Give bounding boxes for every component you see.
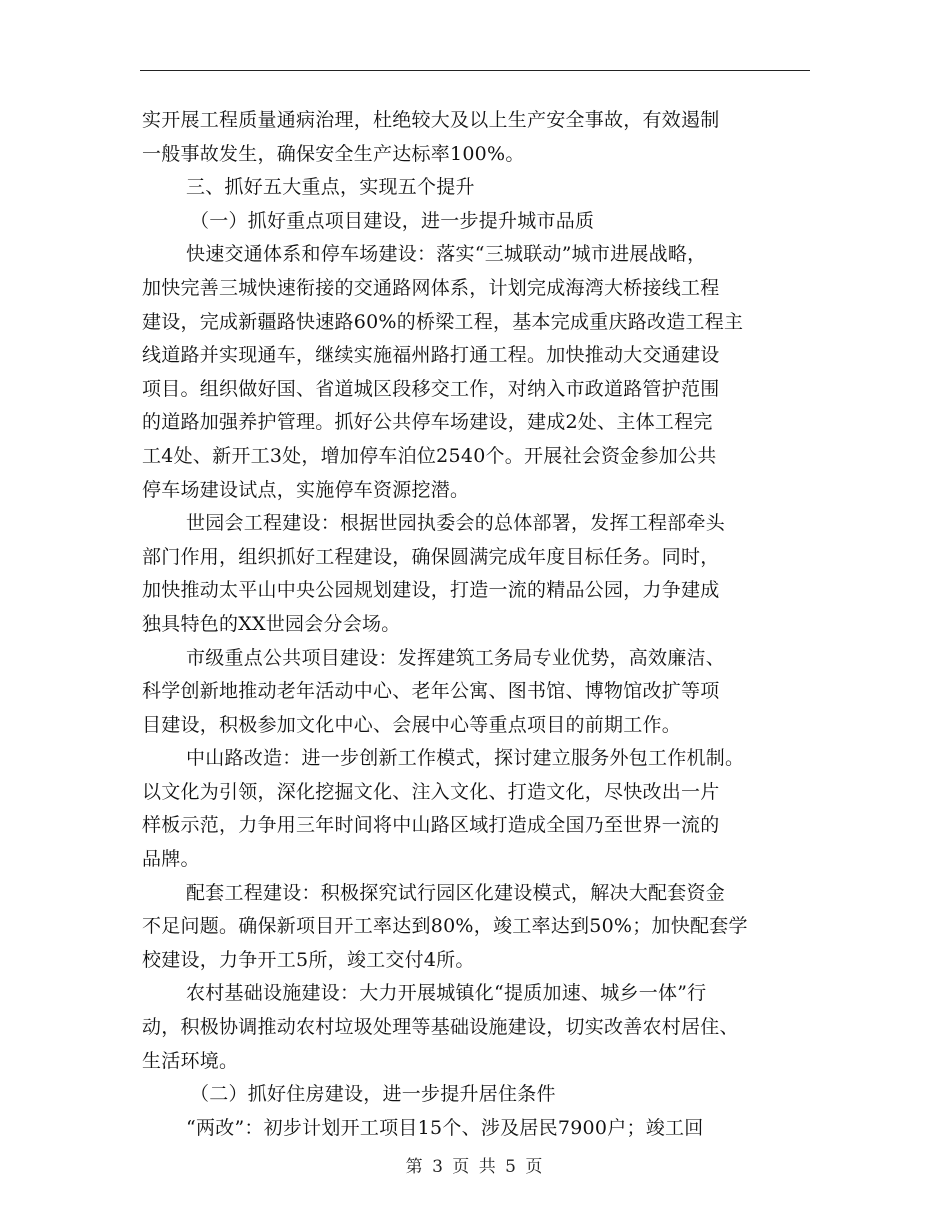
paragraph-line: 中山路改造：进一步创新工作模式，探讨建立服务外包工作机制。 [186,747,745,770]
paragraph-line: 工4处、新开工3处，增加停车泊位2540个。开展社会资金参加公共 [142,444,717,467]
paragraph-line: 项目。组织做好国、省道城区段移交工作，对纳入市政道路管护范围 [142,377,720,400]
paragraph-line: 加快完善三城快速衔接的交通路网体系，计划完成海湾大桥接线工程 [142,276,720,299]
paragraph-line: 校建设，力争开工5所，竣工交付4所。 [142,948,475,971]
header-rule [140,70,810,71]
paragraph-line: 建设，完成新疆路快速路60%的桥梁工程，基本完成重庆路改造工程主 [142,310,744,333]
paragraph-line: 科学创新地推动老年活动中心、老年公寓、图书馆、博物馆改扩等项 [142,680,720,703]
paragraph-line: 加快推动太平山中央公园规划建设，打造一流的精品公园，力争建成 [142,579,720,602]
paragraph-line: 独具特色的XX世园会分会场。 [142,612,401,635]
paragraph-line: 动，积极协调推动农村垃圾处理等基础设施建设，切实改善农村居住、 [142,1016,739,1039]
paragraph-line: 的道路加强养护管理。抓好公共停车场建设，建成2处、主体工程完 [142,411,713,434]
paragraph-line: 不足问题。确保新项目开工率达到80%，竣工率达到50%；加快配套学 [142,915,748,938]
subsection-heading: （二）抓好住房建设，进一步提升居住条件 [190,1083,556,1106]
paragraph-line: 线道路并实现通车，继续实施福州路打通工程。加快推动大交通建设 [142,344,720,367]
paragraph-line: 目建设，积极参加文化中心、会展中心等重点项目的前期工作。 [142,713,682,736]
paragraph-line: 部门作用，组织抓好工程建设，确保圆满完成年度目标任务。同时， [142,545,720,568]
body-text [142,104,802,1145]
subsection-heading: （一）抓好重点项目建设，进一步提升城市品质 [190,209,595,232]
paragraph-line: 世园会工程建设：根据世园执委会的总体部署，发挥工程部牵头 [186,512,726,535]
paragraph-line: 生活环境。 [142,1049,239,1072]
page-footer: 第 3 页 共 5 页 [405,1157,545,1177]
paragraph-line: 样板示范，力争用三年时间将中山路区域打造成全国乃至世界一流的 [142,814,720,837]
paragraph-line: 以文化为引领，深化挖掘文化、注入文化、打造文化，尽快改出一片 [142,780,720,803]
paragraph-line: 停车场建设试点，实施停车资源挖潜。 [142,478,470,501]
paragraph-line: 快速交通体系和停车场建设：落实“三城联动”城市进展战略， [186,243,707,266]
section-heading: 三、抓好五大重点，实现五个提升 [186,176,475,199]
paragraph-line: 配套工程建设：积极探究试行园区化建设模式，解决大配套资金 [186,881,726,904]
paragraph-line: 实开展工程质量通病治理，杜绝较大及以上生产安全事故，有效遏制 [142,109,720,131]
paragraph-line: 品牌。 [142,848,200,871]
paragraph-line: 市级重点公共项目建设：发挥建筑工务局专业优势，高效廉洁、 [186,646,726,669]
paragraph-line: “两改”：初步计划开工项目15个、涉及居民7900户；竣工回 [186,1116,704,1139]
paragraph-line: 农村基础设施建设：大力开展城镇化“提质加速、城乡一体”行 [186,982,707,1005]
paragraph-line: 一般事故发生，确保安全生产达标率100%。 [142,142,525,165]
